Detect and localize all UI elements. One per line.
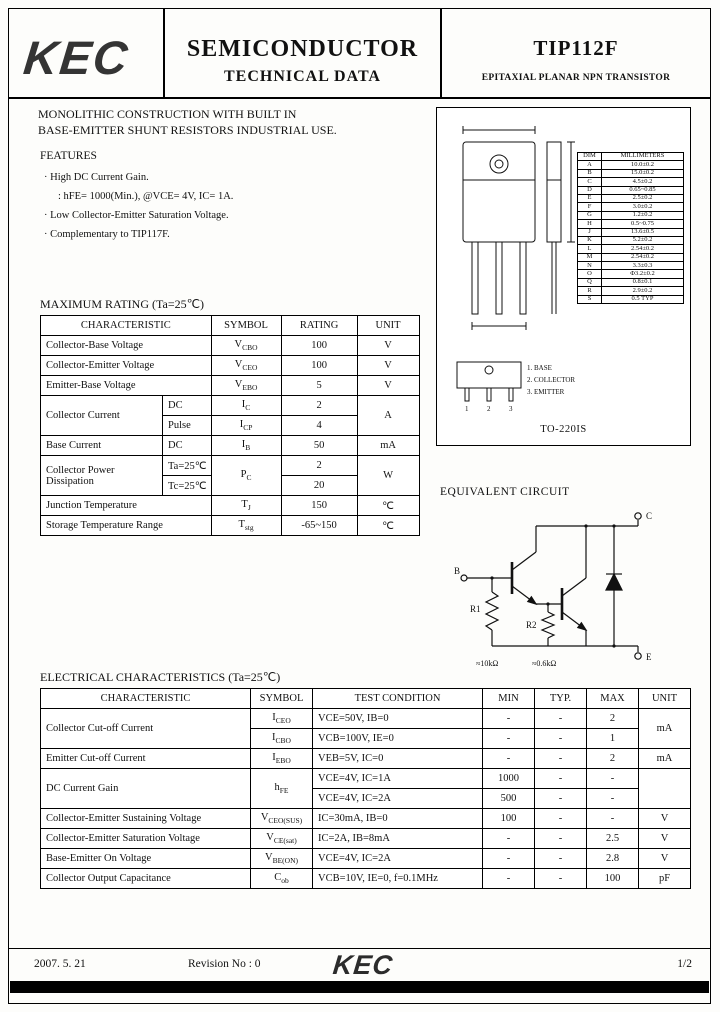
cell-text: V [234,378,243,390]
table-row [41,709,691,729]
header-right [442,36,710,83]
cell-text: T [238,518,245,530]
table-cell: H [578,220,602,228]
table-row [578,270,684,278]
table-cell: Collector-Base Voltage [41,336,212,356]
table-cell: VEB=5V, IC=0 [313,749,483,769]
circuit-label-b: B [454,566,461,576]
table-cell [211,336,281,356]
cell-text: C [274,871,282,883]
table-cell: Collector Power Dissipation [41,456,163,496]
table-cell [251,849,313,869]
footer-page-number: 1/2 [677,958,692,970]
package-drawing [443,118,579,350]
table-cell: - [483,869,535,889]
feature-item: : hFE= 1000(Min.), @VCE= 4V, IC= 1A. [58,191,234,202]
table-cell: Collector Cut-off Current [41,709,251,749]
table-row [41,456,420,476]
description-text [38,106,337,138]
table-cell: V [357,376,419,396]
table-cell: F [578,203,602,211]
table-row [41,436,420,456]
table-header-cell: UNIT [357,316,419,336]
header-rule [8,97,711,99]
table-cell: - [483,749,535,769]
table-cell: 4 [281,416,357,436]
table-cell: M [578,253,602,261]
footer-bottom-bar [10,981,709,993]
table-cell: E [578,194,602,202]
table-row [41,496,420,516]
table-cell: 4.5±0.2 [602,178,684,186]
table-cell: 50 [281,436,357,456]
pin-number: 2 [487,405,491,413]
table-cell: 2.54±0.2 [602,253,684,261]
table-cell: 100 [281,336,357,356]
table-cell: Junction Temperature [41,496,212,516]
table-cell: 20 [281,476,357,496]
table-header-cell: SYMBOL [211,316,281,336]
table-header-cell: SYMBOL [251,689,313,709]
table-row [41,809,691,829]
table-row [578,211,684,219]
cell-text: CP [243,423,253,433]
table-row [41,316,420,336]
circuit-label-r2: R2 [526,620,537,630]
table-cell: K [578,236,602,244]
table-cell: Pulse [163,416,212,436]
table-row [578,278,684,286]
table-header-cell: MAX [587,689,639,709]
footer-revision: Revision No : 0 [188,958,261,970]
table-cell: - [483,849,535,869]
table-cell: - [483,729,535,749]
table-cell: 0.5~0.75 [602,220,684,228]
features-list [44,168,233,244]
table-cell: Base-Emitter On Voltage [41,849,251,869]
package-outline-box [436,107,691,446]
table-cell: 500 [483,789,535,809]
table-row [41,396,420,416]
table-cell: mA [639,749,691,769]
footer-date: 2007. 5. 21 [34,958,86,970]
table-header-cell: CHARACTERISTIC [41,689,251,709]
table-cell: - [587,769,639,789]
table-cell [251,729,313,749]
circuit-label-r2-value: ≈0.6kΩ [532,659,557,668]
table-cell: -65~150 [281,516,357,536]
table-cell: R [578,287,602,295]
doc-title: SEMICONDUCTOR [186,36,419,62]
cell-text: C [246,473,252,483]
table-cell: L [578,245,602,253]
header-center [165,36,440,86]
table-header-cell: MILLIMETERS [602,153,684,161]
cell-text: B [245,443,251,453]
cell-text: stg [244,523,254,533]
table-cell: 100 [281,356,357,376]
table-cell: Base Current [41,436,163,456]
table-cell: - [535,709,587,729]
cell-text: V [266,831,274,843]
table-cell [251,769,313,809]
equivalent-circuit-diagram [452,500,687,672]
table-cell: 0.5 TYP [602,295,684,303]
feature-item: · Complementary to TIP117F. [44,229,170,240]
table-cell [251,869,313,889]
table-cell: G [578,211,602,219]
circuit-label-c: C [646,511,653,521]
table-cell: J [578,228,602,236]
table-cell [251,709,313,729]
cell-text: I [241,438,246,450]
doc-subtitle: TECHNICAL DATA [224,68,381,85]
table-header-cell: DIM [578,153,602,161]
table-cell: 2.5 [587,829,639,849]
maximum-rating-table [40,315,420,536]
feature-item: · High DC Current Gain. [44,172,149,183]
table-cell: VCB=10V, IE=0, f=0.1MHz [313,869,483,889]
table-cell: VCE=50V, IB=0 [313,709,483,729]
table-cell: Collector Current [41,396,163,436]
equivalent-circuit [452,500,687,677]
cell-text: I [239,418,244,430]
table-cell: VCE=4V, IC=1A [313,769,483,789]
table-cell: ℃ [357,496,419,516]
pin-number: 3 [509,405,513,413]
table-header-cell: RATING [281,316,357,336]
maximum-rating-title: MAXIMUM RATING (Ta=25℃) [40,297,205,311]
table-cell: S [578,295,602,303]
table-row [41,336,420,356]
table-cell: VCE=4V, IC=2A [313,789,483,809]
package-name: TO-220IS [540,424,587,435]
table-cell: Ta=25℃ [163,456,212,476]
table-cell: - [535,769,587,789]
table-cell: - [535,849,587,869]
table-cell: - [535,789,587,809]
table-row [41,869,691,889]
table-row [578,153,684,161]
table-cell: - [483,709,535,729]
table-header-cell: MIN [483,689,535,709]
feature-item: · Low Collector-Emitter Saturation Voltage. [44,210,229,221]
cell-text: BE(ON) [272,856,298,866]
table-row [578,186,684,194]
cell-text: I [241,398,246,410]
table-cell: Emitter Cut-off Current [41,749,251,769]
table-row [41,356,420,376]
table-cell [211,356,281,376]
pin-labels [527,362,575,398]
table-cell: 100 [483,809,535,829]
table-cell: VCE=4V, IC=2A [313,849,483,869]
table-cell: O [578,270,602,278]
table-row [41,769,691,789]
table-cell: DC [163,396,212,416]
cell-text: CE(sat) [273,836,297,846]
cell-text: P [240,468,247,480]
table-cell [211,436,281,456]
table-cell: - [483,829,535,849]
table-row [41,376,420,396]
table-cell: IC=30mA, IB=0 [313,809,483,829]
cell-text: CEO [275,716,291,726]
cell-text: FE [279,786,289,796]
cell-text: h [274,781,280,793]
table-cell: 1 [587,729,639,749]
table-cell [251,809,313,829]
table-cell: V [357,336,419,356]
pinout-drawing [451,358,529,414]
table-cell: - [535,749,587,769]
cell-text: V [264,851,273,863]
part-number: TIP112F [533,36,619,60]
kec-logo: KEC [21,31,133,84]
table-row [578,287,684,295]
table-cell: D [578,186,602,194]
table-cell [211,516,281,536]
table-row [578,236,684,244]
table-cell: - [587,789,639,809]
table-cell: mA [639,709,691,749]
table-cell: V [357,356,419,376]
cell-text: I [272,731,276,743]
dimension-table [577,152,684,304]
electrical-characteristics-table [40,688,691,889]
cell-text: V [234,358,243,370]
table-cell: 0.8±0.1 [602,278,684,286]
table-cell: Φ3.2±0.2 [602,270,684,278]
table-cell: 0.65~0.85 [602,186,684,194]
table-cell: 10.0±0.2 [602,161,684,169]
table-cell [211,396,281,416]
table-cell: VCB=100V, IE=0 [313,729,483,749]
table-cell: - [535,869,587,889]
cell-text: J [247,503,251,513]
table-row [578,262,684,270]
table-cell: 2 [281,456,357,476]
table-cell: 5 [281,376,357,396]
cell-text: I [272,751,276,763]
part-type: EPITAXIAL PLANAR NPN TRANSISTOR [481,73,671,83]
table-cell: - [587,809,639,829]
footer-rule [8,948,711,949]
table-cell: 5.2±0.2 [602,236,684,244]
table-header-cell: CHARACTERISTIC [41,316,212,336]
table-row [41,689,691,709]
description-line-2: BASE-EMITTER SHUNT RESISTORS INDUSTRIAL USE. [38,123,337,137]
table-row [578,253,684,261]
table-cell: 15.0±0.2 [602,169,684,177]
table-cell [211,416,281,436]
pin-number: 1 [465,405,469,413]
kec-logo-footer: KEC [331,950,395,980]
table-row [578,203,684,211]
table-cell [211,456,281,496]
table-cell: mA [357,436,419,456]
equivalent-circuit-title: EQUIVALENT CIRCUIT [440,486,570,498]
features-title: FEATURES [40,150,97,162]
table-row [578,169,684,177]
table-cell: Q [578,278,602,286]
table-cell: ℃ [357,516,419,536]
table-cell: Tc=25℃ [163,476,212,496]
cell-text: V [234,338,243,350]
table-row [578,194,684,202]
table-cell: 100 [587,869,639,889]
table-cell: 2.54±0.2 [602,245,684,253]
table-row [578,161,684,169]
table-cell: 2.8 [587,849,639,869]
table-row [41,516,420,536]
table-cell: B [578,169,602,177]
table-cell [211,376,281,396]
table-cell: Collector-Emitter Saturation Voltage [41,829,251,849]
cell-text: CBO [242,343,258,353]
table-cell [639,769,691,809]
table-header-cell: TYP. [535,689,587,709]
table-cell [251,829,313,849]
cell-text: EBO [242,383,258,393]
electrical-characteristics-title: ELECTRICAL CHARACTERISTICS (Ta=25℃) [40,670,281,684]
table-cell: 1.2±0.2 [602,211,684,219]
table-cell: Emitter-Base Voltage [41,376,212,396]
table-row [41,849,691,869]
cell-text: T [241,498,248,510]
table-cell: 3.3±0.3 [602,262,684,270]
circuit-label-r1-value: ≈10kΩ [476,659,499,668]
table-cell: - [535,729,587,749]
table-cell [211,496,281,516]
pin-label: 1. BASE [527,364,552,372]
table-row [578,220,684,228]
cell-text: CEO(SUS) [268,816,303,826]
table-cell: - [535,809,587,829]
table-cell: 2 [281,396,357,416]
table-cell: 2 [587,749,639,769]
table-cell: Collector-Emitter Sustaining Voltage [41,809,251,829]
table-cell [251,749,313,769]
cell-text: C [245,403,251,413]
table-cell: V [639,829,691,849]
table-cell: 1000 [483,769,535,789]
table-cell: 2.9±0.2 [602,287,684,295]
table-cell: 2.5±0.2 [602,194,684,202]
table-cell: Collector-Emitter Voltage [41,356,212,376]
table-cell: DC Current Gain [41,769,251,809]
description-line-1: MONOLITHIC CONSTRUCTION WITH BUILT IN [38,107,297,121]
cell-text: V [260,811,269,823]
table-cell: V [639,849,691,869]
table-cell: C [578,178,602,186]
table-cell: - [535,829,587,849]
table-header-cell: TEST CONDITION [313,689,483,709]
cell-text: ob [281,876,289,886]
cell-text: CEO [242,363,258,373]
table-row [41,829,691,849]
table-cell: 150 [281,496,357,516]
pin-label: 2. COLLECTOR [527,376,576,384]
table-cell: pF [639,869,691,889]
cell-text: I [272,711,276,723]
table-cell: DC [163,436,212,456]
table-cell: Collector Output Capacitance [41,869,251,889]
table-cell: N [578,262,602,270]
table-cell: V [639,809,691,829]
table-row [578,178,684,186]
table-cell: A [578,161,602,169]
table-row [578,228,684,236]
table-row [41,749,691,769]
circuit-label-r1: R1 [470,604,481,614]
cell-text: EBO [275,756,291,766]
circuit-label-e: E [646,652,652,662]
table-cell: 13.6±0.5 [602,228,684,236]
table-header-cell: UNIT [639,689,691,709]
cell-text: CBO [275,736,291,746]
table-row [578,245,684,253]
table-cell: Storage Temperature Range [41,516,212,536]
table-row [578,295,684,303]
table-cell: W [357,456,419,496]
table-cell: 2 [587,709,639,729]
table-cell: IC=2A, IB=8mA [313,829,483,849]
table-cell: 3.0±0.2 [602,203,684,211]
table-cell: A [357,396,419,436]
pin-label: 3. EMITTER [527,388,565,396]
